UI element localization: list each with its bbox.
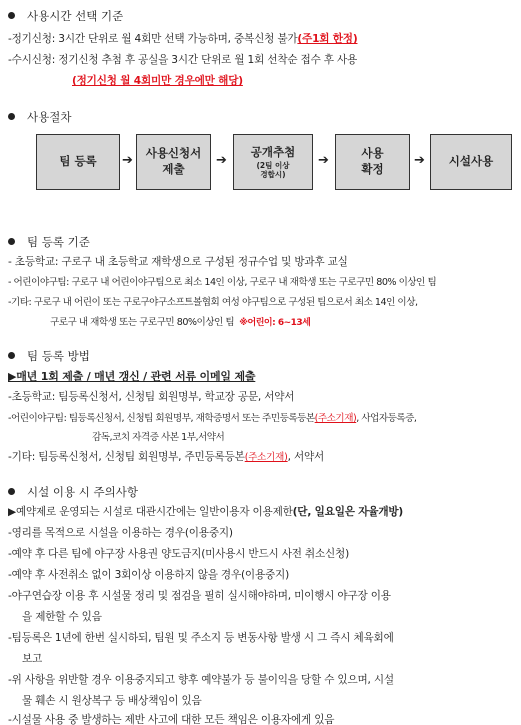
precaution-violation: -위 사항을 위반할 경우 이용중지되고 향후 예약불가 등 불이익을 당할 수 있으며, 시설 [8, 674, 394, 686]
precaution-noshow: -예약 후 사전취소 없이 3회이상 이용하지 않을 경우(이용중지) [8, 569, 290, 581]
method-youth-team-tail: , 사업자등록증, [356, 413, 417, 424]
section-heading-registration-criteria [8, 234, 90, 250]
criteria-other: -기타: 구로구 내 어린이 또는 구로구야구소프트볼협회 여성 야구팀으로 구성된 팀으로서 최소 14인 이상, [8, 297, 418, 308]
weekly-limit-note: (주1회 한정) [297, 33, 358, 45]
section-heading-precautions [8, 484, 138, 500]
section-title: 사용시간 선택 기준 [27, 9, 124, 23]
bullet-icon [8, 238, 15, 245]
step-label: 공개추첨 [250, 145, 296, 160]
section-heading-procedure [8, 109, 71, 125]
arrow-right-icon: ➔ [414, 153, 425, 168]
regular-application-line [8, 31, 357, 46]
method-elementary: -초등학교: 팀등록신청서, 신청팀 회원명부, 학교장 공문, 서약서 [8, 391, 295, 403]
address-note: (주소기재) [314, 413, 357, 424]
section-heading-usage-time [8, 8, 123, 24]
age-note: ※어린이: 6~13세 [239, 318, 311, 328]
step-label: 팀 등록 [59, 154, 97, 169]
bullet-icon [8, 12, 15, 19]
precaution-reservation-text: ▶예약제로 운영되는 시설로 대관시간에는 일반이용자 이용제한 [8, 506, 293, 518]
step-facility-use [430, 134, 512, 190]
section-title: 시설 이용 시 주의사항 [27, 485, 138, 499]
criteria-other-cont [50, 314, 310, 328]
precaution-commercial: -영리를 목적으로 시설을 이용하는 경우(이용중지) [8, 527, 233, 539]
step-label: 사용신청서 제출 [145, 146, 202, 176]
precaution-cleanup: -야구연습장 이용 후 시설물 정리 및 점검을 필히 실시해야하며, 미이행시 야구장 이용 [8, 590, 391, 602]
step-public-lottery [233, 134, 313, 190]
step-label: 사용 확정 [361, 146, 384, 176]
section-heading-registration-method [8, 348, 90, 364]
criteria-youth-team: - 어린이야구팀: 구로구 내 어린이야구팀으로 최소 14인 이상, 구로구 내 재학생 또는 구로구민 80% 이상인 팀 [8, 277, 437, 288]
method-other-text: -기타: 팀등록신청서, 신청팀 회원명부, 주민등록등본 [8, 451, 245, 463]
occasional-condition-note: (정기신청 월 4회미만 경우에만 해당) [72, 75, 243, 87]
arrow-right-icon: ➔ [318, 153, 329, 168]
bullet-icon [8, 488, 15, 495]
method-youth-team-cont: 감독,코치 자격증 사본 1부,서약서 [92, 432, 225, 443]
regular-application-text: -정기신청: 3시간 단위로 월 4회만 선택 가능하며, 중복신청 불가 [8, 33, 298, 45]
section-title: 팀 등록 방법 [27, 349, 90, 363]
precaution-violation-cont: 물 훼손 시 원상복구 등 배상책임이 있음 [22, 695, 202, 707]
precaution-liability: -시설물 사용 중 발생하는 제반 사고에 대한 모든 책임은 이용자에게 있음 [8, 714, 335, 725]
method-youth-team-text: -어린이야구팀: 팀등록신청서, 신청팀 회원명부, 재학증명서 또는 주민등록등본 [8, 413, 315, 424]
criteria-other-cont-text: 구로구 내 재학생 또는 구로구민 80%이상인 팀 [50, 317, 235, 328]
step-usage-confirmation [335, 134, 410, 190]
method-other-tail: , 서약서 [287, 451, 325, 463]
arrow-right-icon: ➔ [122, 153, 133, 168]
occasional-application-line [8, 52, 357, 67]
criteria-elementary: - 초등학교: 구로구 내 초등학교 재학생으로 구성된 정규수업 및 방과후 교실 [8, 256, 348, 268]
arrow-right-icon: ➔ [216, 153, 227, 168]
submission-headline: ▶매년 1회 제출 / 매년 갱신 / 관련 서류 이메일 제출 [8, 370, 256, 383]
precaution-registration: -팀등록은 1년에 한번 실시하되, 팀원 및 주소지 등 변동사항 발생 시 그 즉시 체육회에 [8, 632, 394, 644]
occasional-condition-line [72, 73, 243, 88]
method-youth-team [8, 410, 416, 424]
step-application-submission [136, 134, 211, 190]
precaution-transfer: -예약 후 다른 팀에 야구장 사용권 양도금지(미사용시 반드시 사전 취소신청) [8, 548, 350, 560]
precaution-reservation [8, 504, 403, 519]
step-team-registration [36, 134, 120, 190]
sunday-open-note: (단, 일요일은 자율개방) [292, 506, 404, 518]
step-sublabel: (2팀 이상 경합시) [256, 160, 290, 179]
precaution-cleanup-cont: 을 제한할 수 있음 [22, 611, 102, 623]
section-title: 사용절차 [27, 110, 72, 124]
method-other [8, 449, 324, 464]
bullet-icon [8, 113, 15, 120]
occasional-application-text: -수시신청: 정기신청 추첨 후 공실을 3시간 단위로 월 1회 선착순 접수 후 사용 [8, 54, 358, 66]
address-note: (주소기재) [244, 452, 288, 463]
step-label: 시설사용 [448, 154, 494, 169]
precaution-registration-cont: 보고 [22, 653, 43, 665]
bullet-icon [8, 352, 15, 359]
section-title: 팀 등록 기준 [27, 235, 90, 249]
